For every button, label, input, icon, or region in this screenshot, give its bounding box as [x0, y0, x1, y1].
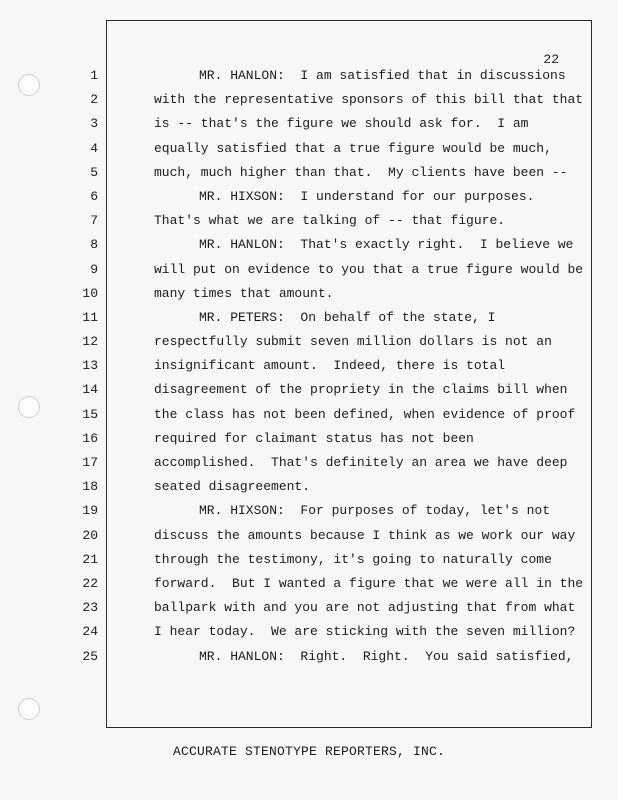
line-number: 17	[82, 455, 98, 470]
line-number: 13	[82, 358, 98, 374]
line-number: 4	[90, 140, 98, 156]
transcript-line: forward. But I wanted a figure that we were all in the	[154, 575, 584, 591]
transcript-line: required for claimant status has not been	[154, 430, 474, 446]
transcript-line: many times that amount.	[154, 285, 334, 301]
transcript-line: respectfully submit seven million dollars is not an	[154, 334, 552, 350]
transcript-line: That's what we are talking of -- that figure.	[154, 213, 506, 229]
line-number: 18	[82, 479, 98, 495]
line-number: 20	[82, 527, 98, 543]
line-number: 21	[82, 551, 98, 567]
transcript-line: much, much higher than that. My clients have been --	[154, 164, 568, 180]
transcript-line: MR. HIXSON: For purposes of today, let's not	[199, 503, 551, 519]
page-number: 22	[543, 52, 559, 67]
line-number: 9	[90, 261, 98, 277]
line-number: 5	[90, 164, 98, 180]
line-number: 10	[82, 285, 98, 301]
reporter-footer: ACCURATE STENOTYPE REPORTERS, INC.	[172, 744, 446, 759]
transcript-line: insignificant amount. Indeed, there is total	[154, 358, 506, 374]
transcript-line: seated disagreement.	[154, 479, 311, 495]
transcript-line: MR. HIXSON: I understand for our purposes.	[199, 188, 535, 204]
transcript-line: will put on evidence to you that a true figure would be	[154, 261, 584, 277]
line-number: 14	[82, 382, 98, 398]
line-number: 8	[90, 237, 98, 253]
transcript-line: disagreement of the propriety in the claims bill when	[154, 382, 568, 398]
transcript-line: MR. HANLON: I am satisfied that in discussions	[199, 68, 566, 83]
transcript-body	[154, 64, 584, 669]
punch-hole-top	[18, 74, 40, 96]
transcript-line: I hear today. We are sticking with the seven million?	[154, 624, 576, 640]
line-number: 23	[82, 600, 98, 616]
transcript-line: is -- that's the figure we should ask for. I am	[154, 116, 529, 132]
transcript-line: discuss the amounts because I think as we work our way	[154, 527, 576, 543]
line-number: 24	[82, 624, 98, 640]
line-number-column	[60, 64, 106, 669]
transcript-line: equally satisfied that a true figure would be much,	[154, 140, 552, 156]
line-number: 22	[82, 575, 98, 591]
transcript-line: ballpark with and you are not adjusting that from what	[154, 600, 576, 616]
line-number: 6	[90, 188, 98, 204]
transcript-line: the class has not been defined, when evidence of proof	[154, 406, 576, 422]
line-number: 3	[90, 116, 98, 132]
transcript-line: through the testimony, it's going to naturally come	[154, 551, 552, 567]
line-number: 16	[82, 430, 98, 446]
transcript-line: MR. HANLON: Right. Right. You said satisfied,	[199, 648, 574, 664]
line-number: 2	[90, 92, 98, 108]
line-number: 12	[82, 334, 98, 350]
line-number: 25	[82, 648, 98, 664]
line-number: 19	[82, 503, 98, 519]
punch-hole-middle	[18, 396, 40, 418]
line-number: 7	[90, 213, 98, 229]
transcript-line: accomplished. That's definitely an area we have deep	[154, 455, 568, 470]
transcript-line: with the representative sponsors of this bill that that	[154, 92, 584, 108]
line-number: 1	[90, 68, 98, 83]
line-number: 15	[82, 406, 98, 422]
transcript-line: MR. PETERS: On behalf of the state, I	[199, 309, 496, 325]
line-number: 11	[82, 309, 98, 325]
punch-hole-bottom	[18, 698, 40, 720]
transcript-line: MR. HANLON: That's exactly right. I believe we	[199, 237, 574, 253]
